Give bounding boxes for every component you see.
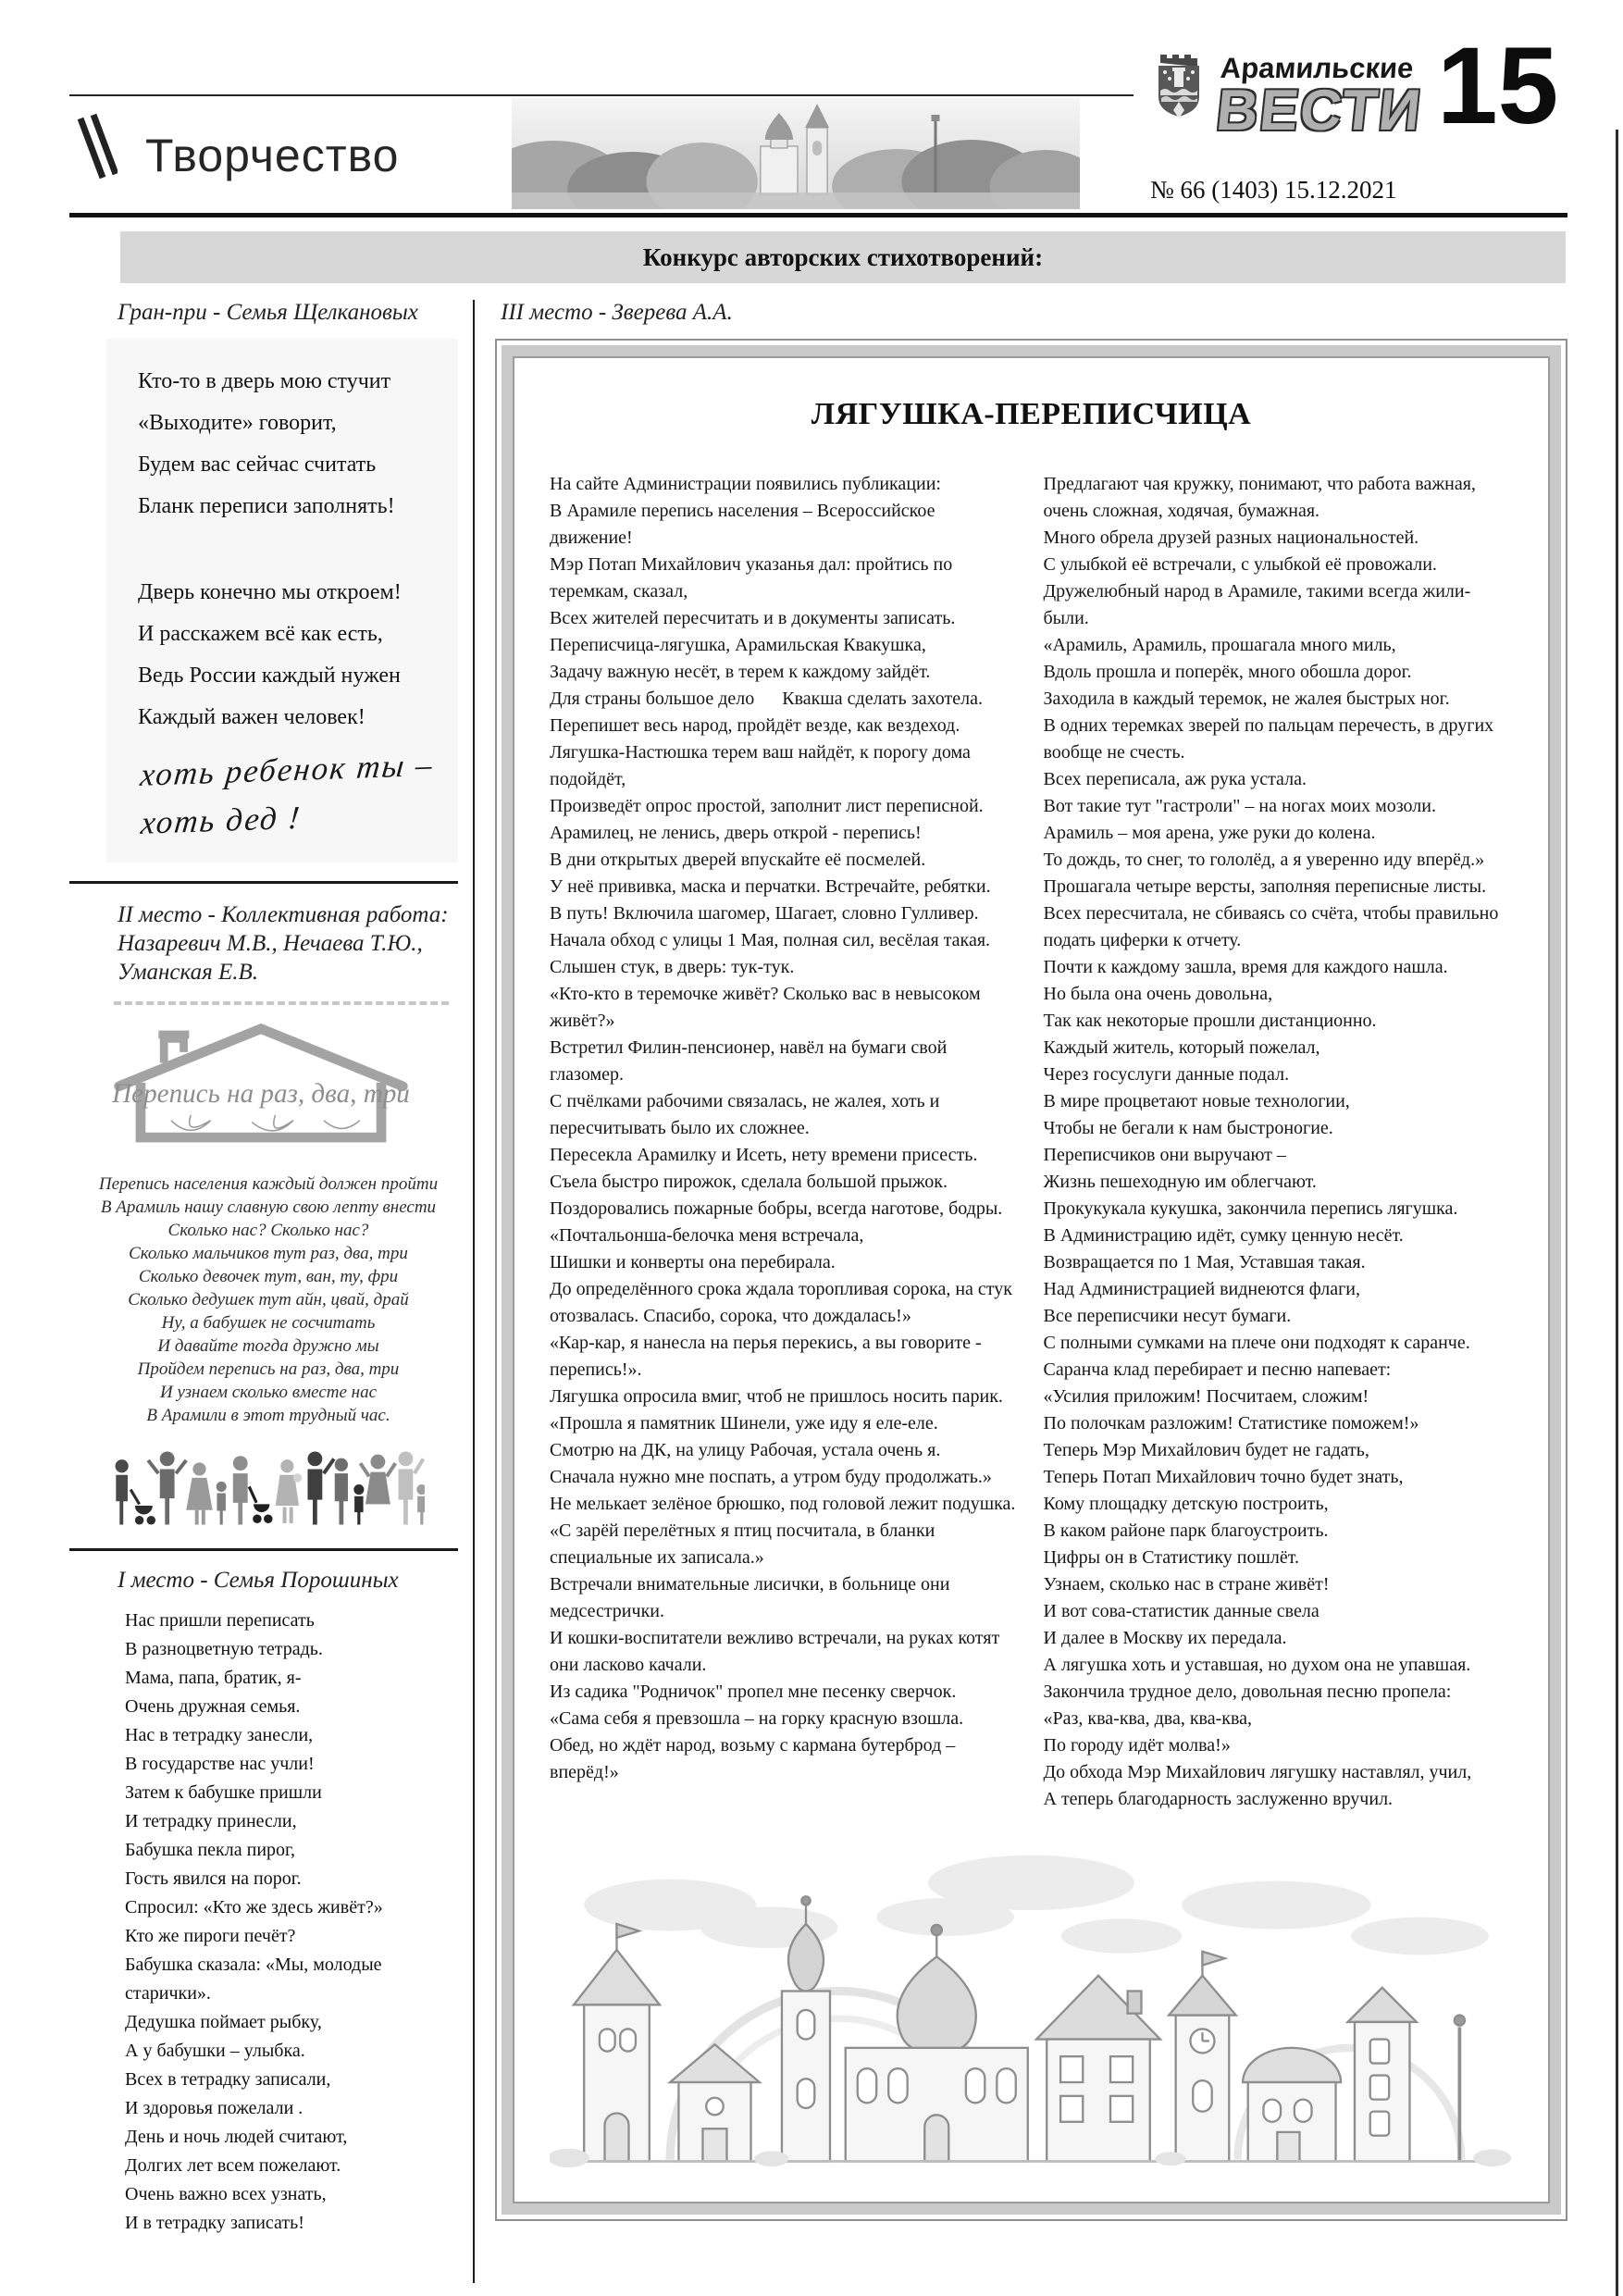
poem-line: И узнаем сколько вместе нас [159,1383,378,1402]
contest-banner: Конкурс авторских стихотворений: [120,231,1566,283]
house-outline-logo [108,1011,458,1152]
poem-line: Нас в тетрадку занесли, [125,1725,314,1745]
poem-line: Чтобы не бегали к нам быстроногие. [1043,1118,1333,1138]
heading-line: II место - Коллективная работа: [118,902,449,927]
poem-line: И кошки-воспитатели вежливо встречали, на руках котят они ласково качали. [550,1628,1000,1675]
header-rule-thick [69,213,1567,217]
poem-line: Мама, папа, братик, я- [125,1668,302,1688]
right-column [475,300,1567,2283]
poem-line: Ведь России каждый нужен [138,664,401,688]
poem-line: Каждый важен человек! [138,705,365,729]
poem-line: В Администрацию идёт, сумку ценную несёт. [1043,1225,1404,1246]
column-divider [69,1548,458,1551]
poem-line: Перепишет весь народ, пройдёт везде, как вездеход. [550,715,960,736]
poem-line: Встречали внимательные лисички, в больнице они медсестрички. [550,1574,950,1621]
poem-line: «Кто-кто в теремочке живёт? Сколько вас в невысоком живёт?» [550,984,981,1031]
poem-line: Бабушка пекла пирог, [125,1840,295,1860]
poem-line: Но была она очень довольна, [1043,984,1273,1004]
poem-line: Вот такие тут "гастроли" – на ногах моих мозоли. [1043,796,1436,816]
poem-line: Нас пришли переписать [125,1610,315,1631]
poem-line: По полочкам разложим! Статистике поможем!» [1043,1413,1419,1433]
poem-line: Кто-то в дверь мою стучит [138,369,391,393]
granprix-poem-scan [106,339,458,863]
house-logo-text: Перепись на раз, два, три [112,1079,410,1110]
poem-line: Поздоровались пожарные бобры, всегда наготове, бодры. [550,1198,1003,1219]
first-place-poem [125,1607,458,2238]
poem-line: И тетрадку принесли, [125,1811,297,1831]
poem-line: День и ночь людей считают, [125,2127,348,2147]
heading-line: Назаревич М.В., Нечаева Т.Ю., [118,931,423,956]
poem-line: Не мелькает зелёное брюшко, под головой лежит подушка. [550,1494,1016,1514]
poem-line: Вдоль прошла и поперёк, много обошла дорог. [1043,662,1412,682]
poem-line: Гость явился на порог. [125,1868,302,1889]
granprix-stanza-2 [138,572,452,738]
handwritten-note [133,740,458,848]
poem-frame-band [502,345,1561,2215]
first-place-heading: I место - Семья Порошиных [118,1568,399,1593]
poem-line: Дедушка поймает рыбку, [125,2012,322,2032]
poem-line: «С зарёй перелётных я птиц посчитала, в бланки специальные их записала.» [550,1520,935,1568]
poem-line: В Арамили в этот трудный час. [146,1406,390,1425]
logo-dashed-border [114,1001,449,1005]
poem-frame [495,339,1567,2221]
poem-line: До обхода Мэр Михайлович лягушку наставлял, учил, [1043,1762,1472,1782]
poem-line: Кто же пироги печёт? [125,1926,296,1946]
poem-line: Долгих лет всем пожелают. [125,2155,341,2176]
poem-line: Жизнь пешеходную им облегчают. [1043,1172,1317,1192]
poem-line: «Усилия приложим! Посчитаем, сложим! [1043,1386,1369,1407]
poem-line: Каждый житель, который пожелал, [1043,1037,1320,1058]
poem-line: Задачу важную несёт, в терем к каждому зайдёт. [550,662,931,682]
page-edge-line [1616,130,1618,2296]
poem-line: Над Администрацией виднеются флаги, [1043,1279,1360,1299]
poem-line: И давайте тогда дружно мы [157,1336,379,1356]
poem-line: В дни открытых дверей впускайте её посмелей. [550,850,926,870]
poem-line: Съела быстро пирожок, сделала большой прыжок. [550,1172,948,1192]
poem-column-2 [1044,471,1514,1813]
poem-line: До определённого срока ждала торопливая сорока, на стук отозвалась. Спасибо, сорока, что дождалась!» [550,1279,1012,1326]
poem-line: А у бабушки – улыбка. [125,2041,305,2061]
fairytale-town-drawing [550,1822,1513,2192]
poem-line: А теперь благодарность заслуженно вручил. [1043,1789,1394,1809]
poem-line: Пересекла Арамилку и Исеть, нету времени присесть. [550,1145,978,1165]
poem-line: Через госуслуги данные подал. [1043,1064,1290,1085]
poem-line: Бабушка сказала: «Мы, молодые старички». [125,1955,382,2004]
masthead-name-top: Арамильские [1219,52,1415,84]
poem-line: Цифры он в Статистику пошлёт. [1043,1547,1300,1568]
poem-title: ЛЯГУШКА-ПЕРЕПИСЧИЦА [811,397,1252,431]
poem-line: Саранча клад перебирает и песню напевает: [1043,1359,1392,1380]
poem-line: В мире процветают новые технологии, [1043,1091,1350,1111]
poem-line: Арамилец, не ленись, дверь открой - перепись! [550,823,922,843]
poem-line: Слышен стук, в дверь: тук-тук. [550,957,795,977]
poem-line: То дождь, то снег, то гололёд, а я уверенно иду вперёд.» [1043,850,1485,870]
poem-line: В одних теремках зверей по пальцам перечесть, в других вообще не счесть. [1043,715,1494,763]
families-silhouettes-illustration [110,1444,458,1537]
poem-line: С пчёлками рабочими связалась, не жалея, хоть и пересчитывать было их сложнее. [550,1091,940,1138]
issue-date: № 66 (1403) 15.12.2021 [1150,176,1397,204]
poem-line: Всех жителей пересчитать и в документы записать. [550,608,956,628]
third-place-heading: III место - Зверева А.А. [501,300,733,325]
poem-line: Произведёт опрос простой, заполнит лист переписной. [550,796,984,816]
poem-line: Очень дружная семья. [125,1696,301,1717]
poem-line: Лягушка-Настюшка терем ваш найдёт, к порогу дома подойдёт, [550,742,971,789]
poem-frame-inner [513,356,1550,2203]
poem-line: Теперь Мэр Михайлович будет не гадать, [1043,1440,1369,1460]
masthead-page-number: 15 [1437,25,1559,147]
poem-line: Пройдем перепись на раз, два, три [137,1359,400,1379]
poem-line: Дверь конечно мы откроем! [138,580,402,604]
poem-line: Всех в тетрадку записали, [125,2069,331,2090]
column-divider [69,881,458,884]
poem-line: В Арамиле перепись населения – Всероссийское движение! [550,501,935,548]
section-header [75,113,399,198]
poem-line: Предлагают чая кружку, понимают, что работа важная, [1043,474,1476,494]
header-rule-thin [69,94,1134,96]
poem-line: Дружелюбный народ в Арамиле, такими всегда жили-были. [1043,581,1471,628]
poem-line: Сколько мальчиков тут раз, два, три [129,1244,408,1263]
poem-line: Почти к каждому зашла, время для каждого нашла. [1043,957,1448,977]
second-place-poem [79,1173,458,1427]
handwritten-line: хоть ребенок ты – [138,746,436,793]
poem-line: Для страны большое дело Квакша сделать захотела. [550,689,984,709]
poem-line: Бланк переписи заполнять! [138,494,395,518]
poem-line: Всех переписала, аж рука устала. [1043,769,1307,789]
poem-line: «Прошла я памятник Шинели, уже иду я еле-еле. [550,1413,938,1433]
poem-line: У неё прививка, маска и перчатки. Встречайте, ребятки. [550,876,991,897]
poem-line: «Выходите» говорит, [138,411,337,435]
poem-column-1 [550,471,1020,1813]
poem-line: Сначала нужно мне поспать, а утром буду продолжать.» [550,1467,992,1487]
poem-line: Ну, а бабушек не сосчитать [161,1313,376,1333]
poem-line: Начала обход с улицы 1 Мая, полная сил, весёлая такая. [550,930,991,950]
poem-line: С улыбкой её встречали, с улыбкой её провожали. [1043,554,1437,575]
poem-line: В разноцветную тетрадь. [125,1639,323,1659]
poem-line: Переписчиков они выручают – [1043,1145,1286,1165]
granprix-heading: Гран-при - Семья Щелкановых [118,300,418,325]
poem-line: В Арамиль нашу славную свою лепту внести [100,1198,437,1217]
aramil-coat-of-arms-icon [1150,48,1208,122]
poem-line: Заходила в каждый теремок, не жалея быстрых ног. [1043,689,1450,709]
poem-line: А лягушка хоть и уставшая, но духом она не упавшая. [1043,1655,1471,1675]
double-slash-icon [75,113,118,198]
poem-line: И здоровья пожелали . [125,2098,304,2118]
poem-line: Возвращается по 1 Мая, Уставшая такая. [1043,1252,1366,1272]
poem-line: очень сложная, ходячая, бумажная. [1043,501,1320,521]
page-content [69,300,1567,2283]
town-panorama-photo [512,98,1080,209]
second-place-heading [118,900,458,987]
poem-line: Перепись населения каждый должен пройти [98,1174,439,1194]
granprix-stanza-1 [138,361,452,527]
poem-line: В путь! Включила шагомер, Шагает, словно Гулливер. [550,903,979,924]
poem-line: Так как некоторые прошли дистанционно. [1043,1011,1377,1031]
poem-line: Прокукукала кукушка, закончила перепись лягушка. [1043,1198,1458,1219]
poem-line: Всех пересчитала, не сбиваясь со счёта, чтобы правильно подать циферки к отчету. [1043,903,1499,950]
poem-line: На сайте Администрации появились публикации: [550,474,941,494]
poem-line: Обед, но ждёт народ, возьму с кармана бутерброд – вперёд!» [550,1735,956,1782]
poem-line: Сколько дедушек тут айн, цвай, драй [128,1290,409,1309]
handwritten-line: хоть дед ! [139,799,304,841]
poem-line: Кому площадку детскую построить, [1043,1494,1329,1514]
section-title: Творчество [145,130,400,181]
heading-line: Уманская Е.В. [118,960,259,985]
poem-columns [550,471,1513,1813]
poem-line: С полными сумками на плече они подходят к саранче. [1043,1333,1470,1353]
poem-line: Затем к бабушке пришли [125,1782,322,1803]
poem-line: В каком районе парк благоустроить. [1043,1520,1329,1541]
poem-line: И вот сова-статистик данные свела [1043,1601,1319,1621]
poem-line: Очень важно всех узнать, [125,2184,327,2204]
poem-line: Закончила трудное дело, довольная песню пропела: [1043,1682,1452,1702]
poem-line: Смотрю на ДК, на улицу Рабочая, устала очень я. [550,1440,941,1460]
poem-line: Узнаем, сколько нас в стране живёт! [1043,1574,1330,1595]
poem-line: Много обрела друзей разных национальностей. [1043,527,1419,548]
poem-line: Из садика "Родничок" пропел мне песенку сверчок. [550,1682,957,1702]
left-column [69,300,458,2283]
poem-line: «Раз, ква-ква, два, ква-ква, [1043,1708,1253,1729]
poem-line: Будем вас сейчас считать [138,453,377,477]
poem-line: Сколько нас? Сколько нас? [167,1221,369,1240]
poem-line: В государстве нас учли! [125,1754,315,1774]
poem-line: Мэр Потап Михайлович указанья дал: пройтись по теремкам, сказал, [550,554,953,602]
poem-line: Переписчица-лягушка, Арамильская Квакушка, [550,635,926,655]
poem-line: Шишки и конверты она перебирала. [550,1252,836,1272]
poem-line: Спросил: «Кто же здесь живёт?» [125,1897,383,1917]
page-header [69,25,1567,213]
stanza-gap [138,527,452,572]
poem-line: Все переписчики несут бумаги. [1043,1306,1292,1326]
poem-line: Арамиль – моя арена, уже руки до колена. [1043,823,1376,843]
poem-line: И расскажем всё как есть, [138,622,383,646]
poem-line: По городу идёт молва!» [1043,1735,1231,1756]
poem-line: «Почтальонша-белочка меня встречала, [550,1225,864,1246]
poem-line: Встретил Филин-пенсионер, навёл на бумаги свой глазомер. [550,1037,948,1085]
poem-line: Лягушка опросила вмиг, чтоб не пришлось носить парик. [550,1386,1003,1407]
masthead-name-main: ВЕСТИ [1213,79,1426,143]
poem-line: И далее в Москву их передала. [1043,1628,1287,1648]
poem-line: «Кар-кар, я нанесла на перья перекись, а вы говорите - перепись!». [550,1333,982,1380]
poem-line: Прошагала четыре версты, заполняя переписные листы. [1043,876,1487,897]
poem-line: И в тетрадку записать! [125,2213,304,2233]
poem-line: «Арамиль, Арамиль, прошагала много миль, [1043,635,1396,655]
poem-line: «Сама себя я превзошла – на горку красную взошла. [550,1708,964,1729]
poem-line: Сколько девочек тут, ван, ту, фри [138,1267,399,1286]
poem-line: Теперь Потап Михайлович точно будет знать, [1043,1467,1404,1487]
